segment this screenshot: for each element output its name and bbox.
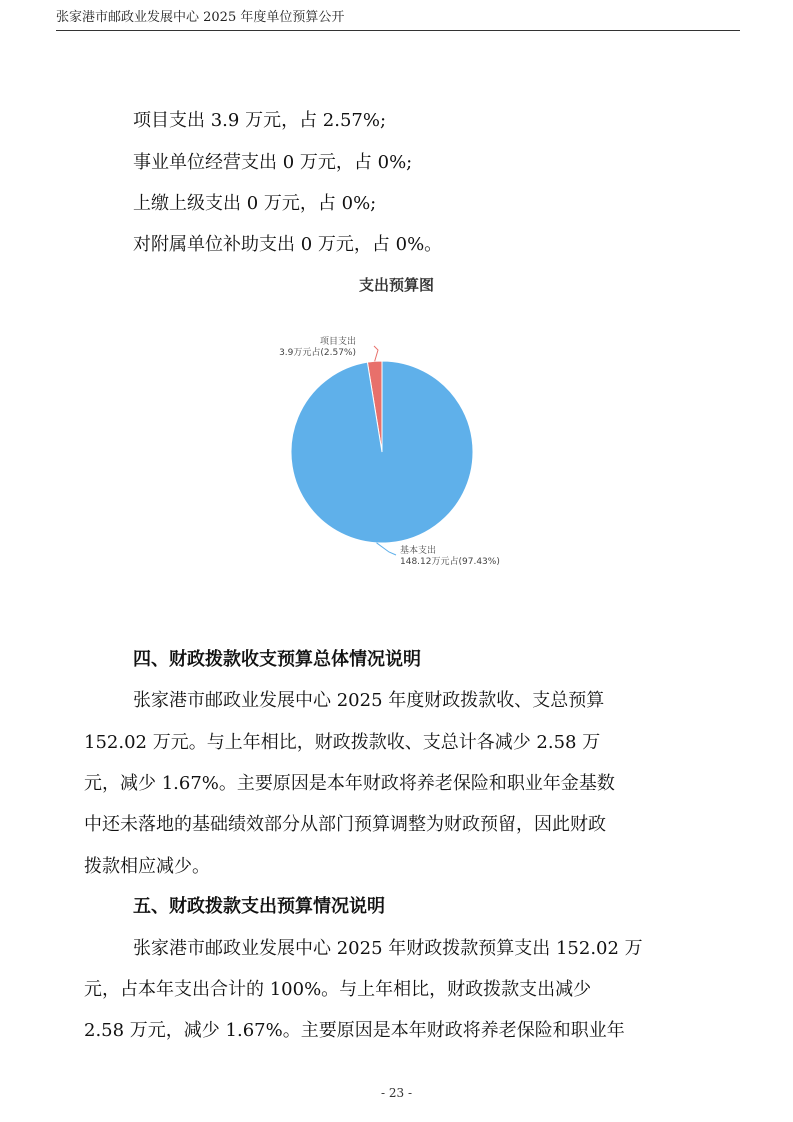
section5-line: 元，占本年支出合计的 100%。与上年相比，财政拨款支出减少: [84, 979, 592, 1000]
chart-title: 支出预算图: [358, 276, 434, 294]
text-line-project-expense: 项目支出 3.9 万元，占 2.57%;: [133, 110, 387, 131]
pie-slice-basic: [291, 361, 473, 543]
leader-line-project: [374, 346, 378, 361]
section5-line: 张家港市邮政业发展中心 2025 年财政拨款预算支出 152.02 万: [133, 938, 643, 959]
section4-line: 中还未落地的基础绩效部分从部门预算调整为财政预留，因此财政: [84, 814, 606, 835]
text-line-business-expense: 事业单位经营支出 0 万元，占 0%;: [133, 152, 413, 173]
section4-line: 元，减少 1.67%。主要原因是本年财政将养老保险和职业年金基数: [84, 773, 615, 794]
page-number: - 23 -: [380, 1086, 412, 1100]
section5-heading: 五、财政拨款支出预算情况说明: [133, 896, 385, 917]
slice-value-project: 3.9万元占(2.57%): [279, 348, 356, 358]
section4-line: 152.02 万元。与上年相比，财政拨款收、支总计各减少 2.58 万: [84, 732, 601, 753]
slice-name-basic: 基本支出: [400, 546, 437, 556]
section4-line: 拨款相应减少。: [84, 856, 210, 877]
slice-value-basic: 148.12万元占(97.43%): [400, 557, 500, 567]
section4-heading: 四、财政拨款收支预算总体情况说明: [133, 649, 421, 670]
slice-name-project: 项目支出: [319, 337, 356, 347]
leader-line-basic: [377, 543, 396, 555]
text-line-subsidiary-subsidy: 对附属单位补助支出 0 万元，占 0%。: [133, 234, 443, 255]
text-line-upper-payment: 上缴上级支出 0 万元，占 0%;: [133, 193, 377, 214]
section5-line: 2.58 万元，减少 1.67%。主要原因是本年财政将养老保险和职业年: [84, 1020, 625, 1041]
page-header: 张家港市邮政业发展中心 2025 年度单位预算公开: [56, 8, 740, 31]
section4-line: 张家港市邮政业发展中心 2025 年度财政拨款收、支总预算: [133, 690, 605, 711]
